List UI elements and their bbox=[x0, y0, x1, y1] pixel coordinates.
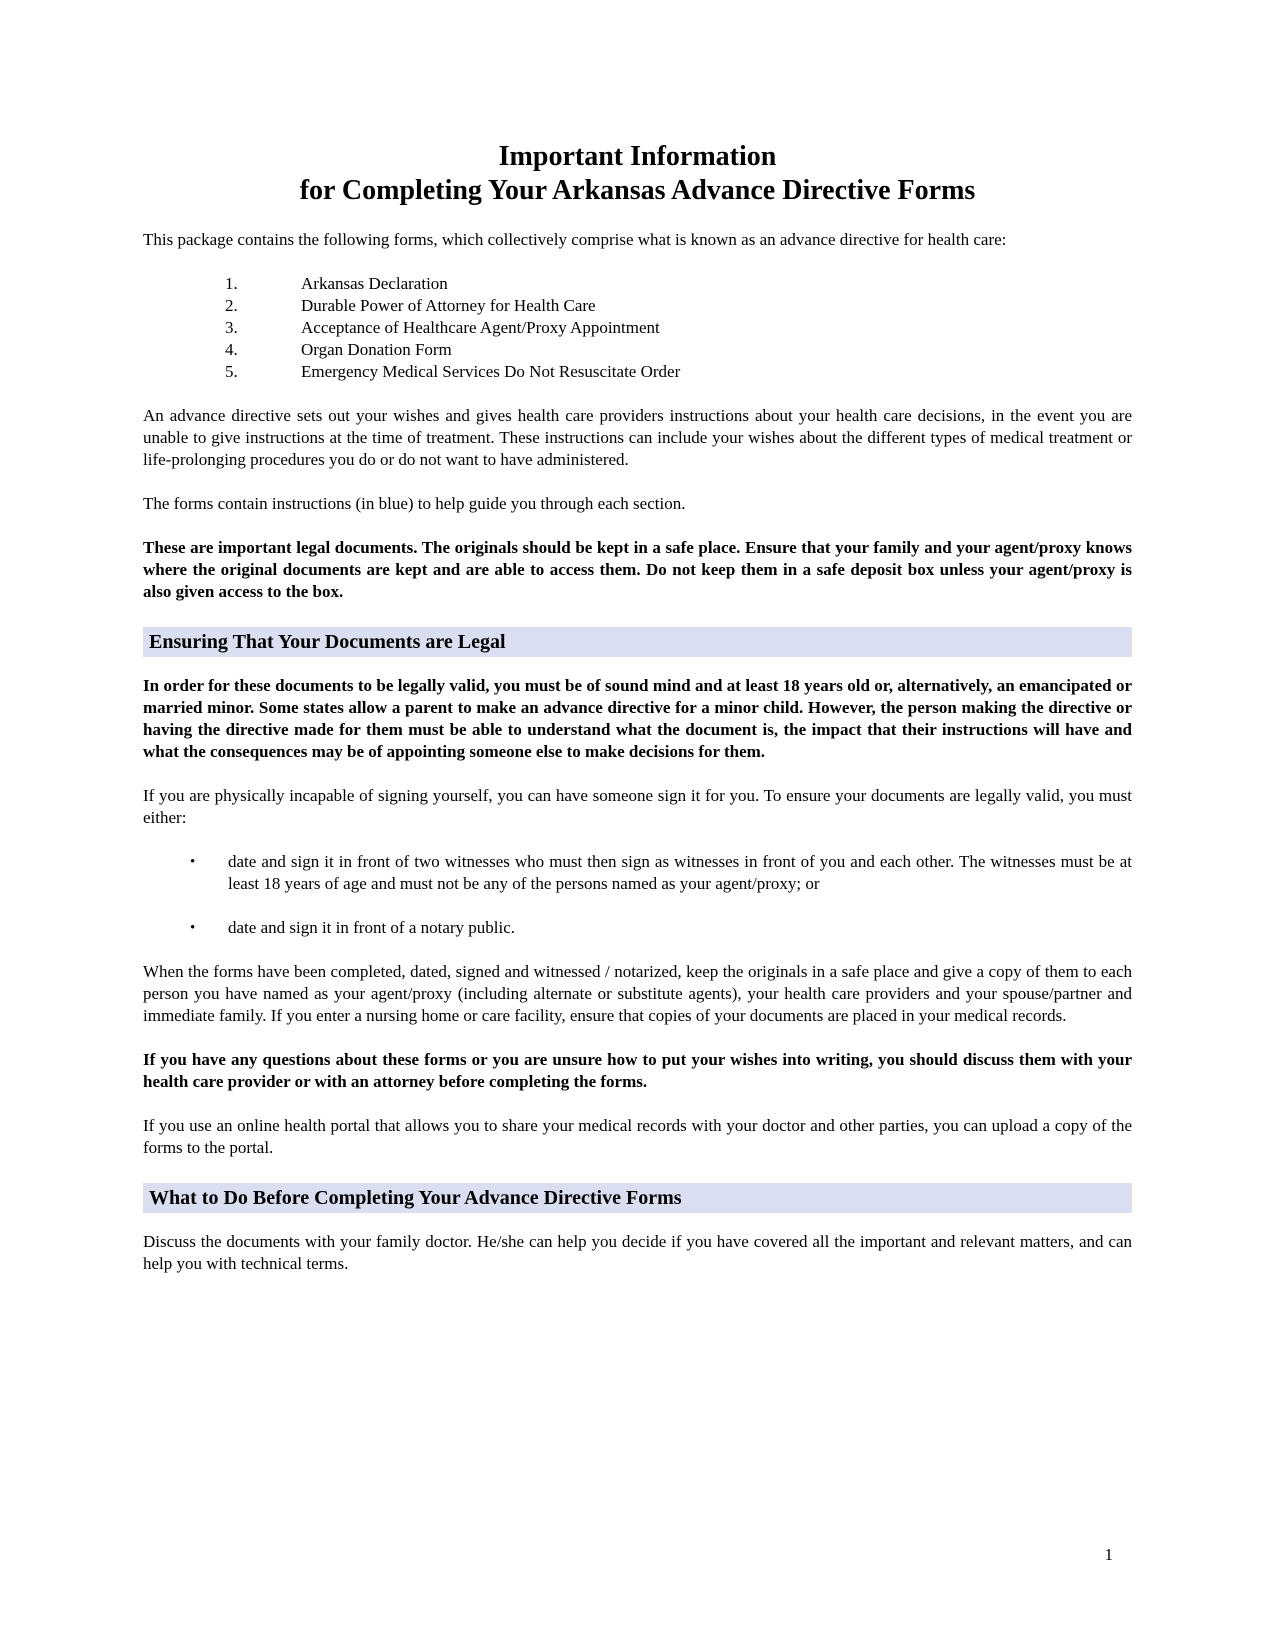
title-line-1: Important Information bbox=[498, 141, 777, 172]
bullet-icon: • bbox=[190, 854, 196, 870]
document-title bbox=[143, 140, 1132, 208]
list-item-label: Acceptance of Healthcare Agent/Proxy Appointment bbox=[301, 318, 660, 337]
signing-options-list bbox=[143, 851, 1132, 939]
list-item-label: Emergency Medical Services Do Not Resuscitate Order bbox=[301, 362, 681, 381]
bullet-text: date and sign it in front of two witnesses who must then sign as witnesses in front of you and each other. The witnesses must be at least 18 years of age and must not be any of the persons named as your agent/proxy; or bbox=[228, 852, 1132, 893]
list-item-number: 1. bbox=[225, 274, 238, 293]
title-line-2: for Completing Your Arkansas Advance Directive Forms bbox=[299, 175, 976, 206]
list-item-label: Arkansas Declaration bbox=[301, 274, 448, 293]
paragraph-important-documents: These are important legal documents. The originals should be kept in a safe place. Ensure that your family and your agent/proxy knows where the original documents are kept and are able to access them. Do not keep them in a safe deposit box unless your agent/proxy is also given access to the box. bbox=[143, 538, 1132, 601]
list-item bbox=[143, 317, 1132, 339]
paragraph-advance-directive: An advance directive sets out your wishes and gives health care providers instructions about your health care decisions, in the event you are unable to give instructions at the time of treatment. These instructions can include your wishes about the different types of medical treatment or life-prolonging procedures you do or do not want to have administered. bbox=[143, 406, 1132, 469]
paragraph-incapable-signing: If you are physically incapable of signing yourself, you can have someone sign it for you. To ensure your documents are legally valid, you must either: bbox=[143, 786, 1132, 827]
list-item bbox=[143, 361, 1132, 383]
list-item bbox=[143, 295, 1132, 317]
intro-paragraph: This package contains the following forms, which collectively comprise what is known as an advance directive for health care: bbox=[143, 230, 1007, 249]
section-heading-before-completing: What to Do Before Completing Your Advance Directive Forms bbox=[143, 1183, 1132, 1213]
paragraph-blue-instructions: The forms contain instructions (in blue) to help guide you through each section. bbox=[143, 494, 686, 513]
list-item-label: Organ Donation Form bbox=[301, 340, 452, 359]
list-item bbox=[143, 273, 1132, 295]
list-item-number: 3. bbox=[225, 318, 238, 337]
section-heading-ensuring-legal: Ensuring That Your Documents are Legal bbox=[143, 627, 1132, 657]
page-number: 1 bbox=[1104, 1545, 1113, 1564]
list-item bbox=[143, 339, 1132, 361]
paragraph-forms-completed: When the forms have been completed, dated, signed and witnessed / notarized, keep the originals in a safe place and give a copy of them to each person you have named as your agent/proxy (including alternate or substitute agents), your health care providers and your spouse/partner and immediate family. If you enter a nursing home or care facility, ensure that copies of your documents are placed in your medical records. bbox=[143, 962, 1132, 1025]
paragraph-online-portal: If you use an online health portal that allows you to share your medical records with your doctor and other parties, you can upload a copy of the forms to the portal. bbox=[143, 1116, 1132, 1157]
list-item-number: 2. bbox=[225, 296, 238, 315]
list-item bbox=[143, 917, 1132, 939]
paragraph-legally-valid: In order for these documents to be legally valid, you must be of sound mind and at least 18 years old or, alternatively, an emancipated or married minor. Some states allow a parent to make an advance directive for a minor child. However, the person making the directive or having the directive made for them must be able to understand what the document is, the impact that their instructions will have and what the consequences may be of appointing someone else to make decisions for them. bbox=[143, 676, 1132, 761]
bullet-icon: • bbox=[190, 920, 196, 936]
forms-list bbox=[143, 273, 1132, 383]
bullet-text: date and sign it in front of a notary public. bbox=[228, 918, 516, 937]
list-item-label: Durable Power of Attorney for Health Care bbox=[301, 296, 596, 315]
list-item-number: 4. bbox=[225, 340, 238, 359]
list-item bbox=[143, 851, 1132, 895]
list-item-number: 5. bbox=[225, 362, 238, 381]
paragraph-discuss-doctor: Discuss the documents with your family doctor. He/she can help you decide if you have covered all the important and relevant matters, and can help you with technical terms. bbox=[143, 1232, 1132, 1273]
paragraph-questions: If you have any questions about these forms or you are unsure how to put your wishes into writing, you should discuss them with your health care provider or with an attorney before completing the forms. bbox=[143, 1050, 1132, 1091]
